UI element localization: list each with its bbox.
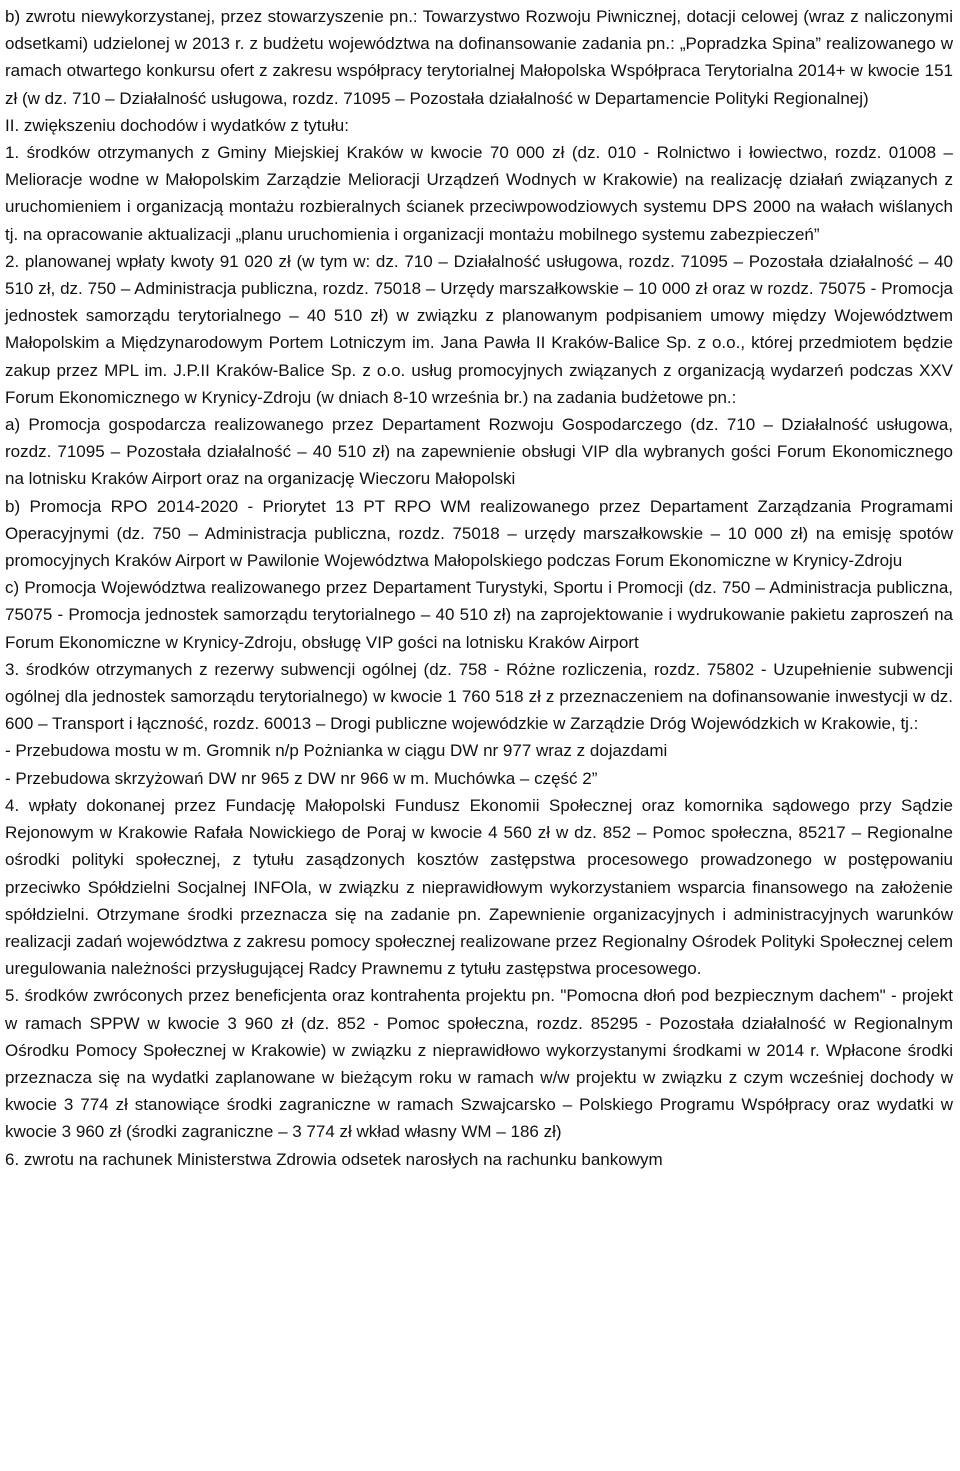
- paragraph-2c-promocja-wojewodztwa: c) Promocja Województwa realizowanego przez Departament Turystyki, Sportu i Promocji (dz. 750 – Administracja publiczna, 75075 - Promocja jednostek samorządu terytorialnego – 40 510 zł) na zaprojektowanie i wydrukowanie pakietu zaproszeń na Forum Ekonomiczne w Krynicy-Zdroju, obsługę VIP gości na lotnisku Kraków Airport: [5, 578, 953, 652]
- paragraph-b-zwrot-dotacji: b) zwrotu niewykorzystanej, przez stowarzyszenie pn.: Towarzystwo Rozwoju Piwnicznej, dotacji celowej (wraz z naliczonymi odsetkami) udzielonej w 2013 r. z budżetu województwa na dofinansowanie zadania pn.: „Popradzka Spina” realizowanego w ramach otwartego konkursu ofert z zakresu współpracy terytorialnej Małopolska Współpraca Terytorialna 2014+ w kwocie 151 zł (w dz. 710 – Działalność usługowa, rozdz. 71095 – Pozostała działalność w Departamencie Polityki Regionalnej): [5, 7, 953, 108]
- section-ii-heading: II. zwiększeniu dochodów i wydatków z tytułu:: [5, 115, 349, 135]
- paragraph-4-fundacja: 4. wpłaty dokonanej przez Fundację Małopolski Fundusz Ekonomii Społecznej oraz komornika sądowego przy Sądzie Rejonowym w Krakowie Rafała Nowickiego de Poraj w kwocie 4 560 zł w dz. 852 – Pomoc społeczna, 85217 – Regionalne ośrodki polityki społecznej, z tytułu zasądzonych kosztów zastępstwa procesowego prowadzonego w postępowaniu przeciwko Spółdzielni Socjalnej INFOla, w związku z nieprawidłowym wykorzystaniem wsparcia finansowego na założenie spółdzielni. Otrzymane środki przeznacza się na zadanie pn. Zapewnienie organizacyjnych i administracyjnych warunków realizacji zadań województwa z zakresu pomocy społecznej realizowane przez Regionalny Ośrodek Polityki Społecznej celem uregulowania należności przysługującej Radcy Prawnemu z tytułu zastępstwa procesowego.: [5, 795, 953, 979]
- list-item-skrzyzowania-muchowka: - Przebudowa skrzyżowań DW nr 965 z DW nr 966 w m. Muchówka – część 2”: [5, 768, 598, 788]
- list-item-most-gromnik: - Przebudowa mostu w m. Gromnik n/p Pożnianka w ciągu DW nr 977 wraz z dojazdami: [5, 741, 668, 761]
- paragraph-5-srodki-zwrocone: 5. środków zwróconych przez beneficjenta oraz kontrahenta projektu pn. "Pomocna dłoń pod bezpiecznym dachem" - projekt w ramach SPPW w kwocie 3 960 zł (dz. 852 - Pomoc społeczna, rozdz. 85295 - Pozostała działalność w Regionalnym Ośrodku Pomocy Społecznej w Krakowie) w związku z nieprawidłowo wykorzystanymi środkami w 2014 r. Wpłacone środki przeznacza się na wydatki zaplanowane w bieżącym roku w ramach w/w projektu w związku z czym wcześniej dochody w kwocie 3 774 zł stanowiące środki zagraniczne w ramach Szwajcarsko – Polskiego Programu Współpracy oraz wydatki w kwocie 3 960 zł (środki zagraniczne – 3 774 zł wkład własny WM – 186 zł): [5, 986, 953, 1142]
- paragraph-6-zwrot-ministerstwo: 6. zwrotu na rachunek Ministerstwa Zdrowia odsetek narosłych na rachunku bankowym: [5, 1149, 663, 1169]
- paragraph-3-subwencja: 3. środków otrzymanych z rezerwy subwencji ogólnej (dz. 758 - Różne rozliczenia, rozdz. 75802 - Uzupełnienie subwencji ogólnej dla jednostek samorządu terytorialnego) w kwocie 1 760 518 zł z przeznaczeniem na dofinansowanie inwestycji w dz. 600 – Transport i łączność, rozdz. 60013 – Drogi publiczne wojewódzkie w Zarządzie Dróg Wojewódzkich w Krakowie, tj.:: [5, 659, 953, 734]
- paragraph-2-wplata-mpl: 2. planowanej wpłaty kwoty 91 020 zł (w tym w: dz. 710 – Działalność usługowa, rozdz. 71095 – Pozostała działalność – 40 510 zł, dz. 750 – Administracja publiczna, rozdz. 75018 – Urzędy marszałkowskie – 10 000 zł oraz w rozdz. 75075 - Promocja jednostek samorządu terytorialnego – 40 510 zł) w związku z planowanym podpisaniem umowy między Województwem Małopolskim a Międzynarodowym Portem Lotniczym im. Jana Pawła II Kraków-Balice Sp. z o.o., której przedmiotem będzie zakup przez MPL im. J.P.II Kraków-Balice Sp. z o.o. usług promocyjnych związanych z organizacją wydarzeń podczas XXV Forum Ekonomicznego w Krynicy-Zdroju (w dniach 8-10 września br.) na zadania budżetowe pn.:: [5, 251, 953, 407]
- paragraph-2b-promocja-rpo: b) Promocja RPO 2014-2020 - Priorytet 13 PT RPO WM realizowanego przez Departament Zarządzania Programami Operacyjnymi (dz. 750 – Administracja publiczna, rozdz. 75018 – urzędy marszałkowskie – 10 000 zł) na emisję spotów promocyjnych Kraków Airport w Pawilonie Województwa Małopolskiego podczas Forum Ekonomiczne w Krynicy-Zdroju: [5, 496, 953, 571]
- paragraph-2a-promocja-gospodarcza: a) Promocja gospodarcza realizowanego przez Departament Rozwoju Gospodarczego (dz. 710 – Działalność usługowa, rozdz. 71095 – Pozostała działalność – 40 510 zł) na zapewnienie obsługi VIP dla wybranych gości Forum Ekonomicznego na lotnisku Kraków Airport oraz na organizację Wieczoru Małopolski: [5, 415, 953, 489]
- paragraph-1-gmina-krakow: 1. środków otrzymanych z Gminy Miejskiej Kraków w kwocie 70 000 zł (dz. 010 - Rolnictwo i łowiectwo, rozdz. 01008 – Melioracje wodne w Małopolskim Zarządzie Melioracji Urządzeń Wodnych w Krakowie) na realizację działań związanych z uruchomieniem i organizacją montażu rozbieralnych ścianek przeciwpowodziowych systemu DPS 2000 na wałach wiślanych tj. na opracowanie aktualizacji „planu uruchomienia i organizacji montażu mobilnego systemu zabezpieczeń”: [5, 143, 953, 244]
